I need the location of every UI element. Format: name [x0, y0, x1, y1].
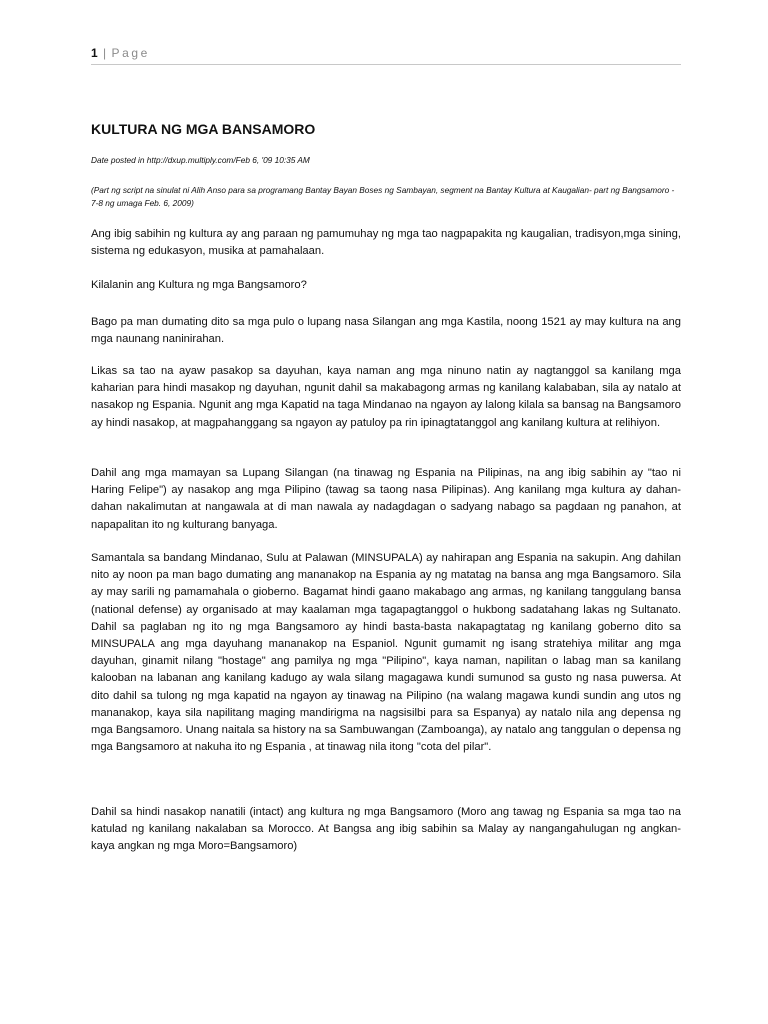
paragraph-question: Kilalanin ang Kultura ng mga Bangsamoro? — [91, 279, 307, 291]
paragraph-definition: Ang ibig sabihin ng kultura ay ang paraan ng pamumuhay ng mga tao nagpapakita ng kaugalian, tradisyon,mga sining, sistema ng edukasyon, musika at pamahalaan. — [91, 228, 681, 258]
paragraph-minsupala: Samantala sa bandang Mindanao, Sulu at Palawan (MINSUPALA) ay nahirapan ang Espania na sakupin. Ang dahilan nito ay noon pa man bago dumating ang mananakop na Espania ay ng matatag na bansa ang mga Bangsamoro. Sila ay may sarili ng pamamahala o gioberno. Bagamat hindi gaano makabago ang armas, ng kanilang tanggulang bansa (national defense) ay organisado at may kaalaman mga tagapagtanggol o hukbong sadatahang lakas ng Sultanato. Dahil sa paglaban ng ito ng mga Bangsamoro ay hindi basta-basta nakapagtatag ng kanilang goberno dito sa MINSUPALA ang mga dayuhang mananakop na Espaniol. Ngunit gumamit ng isang stratehiya militar ang mga dayuhan, ginamit nilang "hostage" ang pamilya ng mga "Pilipino", kaya naman, napilitan o labag man sa kanilang kalooban na labanan ang kanilang kadugo ay wala silang magagawa kundi sumunod sa gusto ng nasa puwersa. At dito dahil sa tulong ng mga kapatid na ngayon ay tinawag na Pilipino (na walang magawa kundi sundin ang utos ng mananakop, kaya sila napilitang maging mandirigma na nagsisilbi para sa Espanya) ay natalo nila ang depensa ng mga Bangsamoro. Unang naitala sa history na sa Sambuwangan (Zamboanga), ay natalo ang tanggulan o depensa ng mga Bangsamoro at nakuha ito ng Espania , at tinawag nila itong "cota del pilar". — [91, 552, 681, 754]
page-separator: | — [103, 46, 107, 60]
paragraph-before-spaniards: Bago pa man dumating dito sa mga pulo o lupang nasa Silangan ang mga Kastila, noong 1521 ay may kultura na ang mga naunang naninirahan. — [91, 316, 681, 346]
document-title: KULTURA NG MGA BANSAMORO — [91, 121, 316, 137]
script-note: (Part ng script na sinulat ni Alih Anso para sa programang Bantay Bayan Boses ng Sambayan, segment na Bantay Kultura at Kaugalian- part ng Bangsamoro - 7-8 ng umaga Feb. 6, 2009) — [91, 185, 675, 208]
page-number: 1 — [91, 46, 98, 60]
date-posted: Date posted in http://dxup.multiply.com/Feb 6, '09 10:35 AM — [91, 155, 310, 165]
page-label: Page — [111, 46, 150, 60]
paragraph-resistance: Likas sa tao na ayaw pasakop sa dayuhan, kaya naman ang mga ninuno natin ay nagtanggol sa kanilang mga kaharian para hindi masakop ng dayuhan, ngunit dahil sa makabagong armas ng kanilang kalababan, sila ay natalo at nasakop ng Espania. Ngunit ang mga Kapatid na taga Mindanao na ngayon ay lalong kilala sa bansag na Bangsamoro ay hindi nasakop, at magpahanggang sa ngayon ay patuloy pa rin ipinagtatanggol ang kanilang kultura at relihiyon. — [91, 365, 681, 429]
page-header — [91, 46, 681, 65]
paragraph-intact-culture: Dahil sa hindi nasakop nanatili (intact) ang kultura ng mga Bangsamoro (Moro ang tawag ng Espania sa mga tao na katulad ng kanilang nakalaban sa Morocco. At Bangsa ang ibig sabihin sa Malay ay nangangahulugan ng angkan- kaya angkan ng mga Moro=Bangsamoro) — [91, 806, 681, 853]
paragraph-conquest: Dahil ang mga mamayan sa Lupang Silangan (na tinawag ng Espania na Pilipinas, na ang ibig sabihin ay "tao ni Haring Felipe") ay nasakop ang mga Pilipino (tawag sa taong nasa Pilipinas). Ang kanilang mga kultura ay dahan-dahan nakalimutan at nangawala at di man nawala ay nadagdagan o sadyang nabago sa pagdaan ng panahon, at napapalitan ito ng kulturang banyaga. — [91, 467, 681, 531]
